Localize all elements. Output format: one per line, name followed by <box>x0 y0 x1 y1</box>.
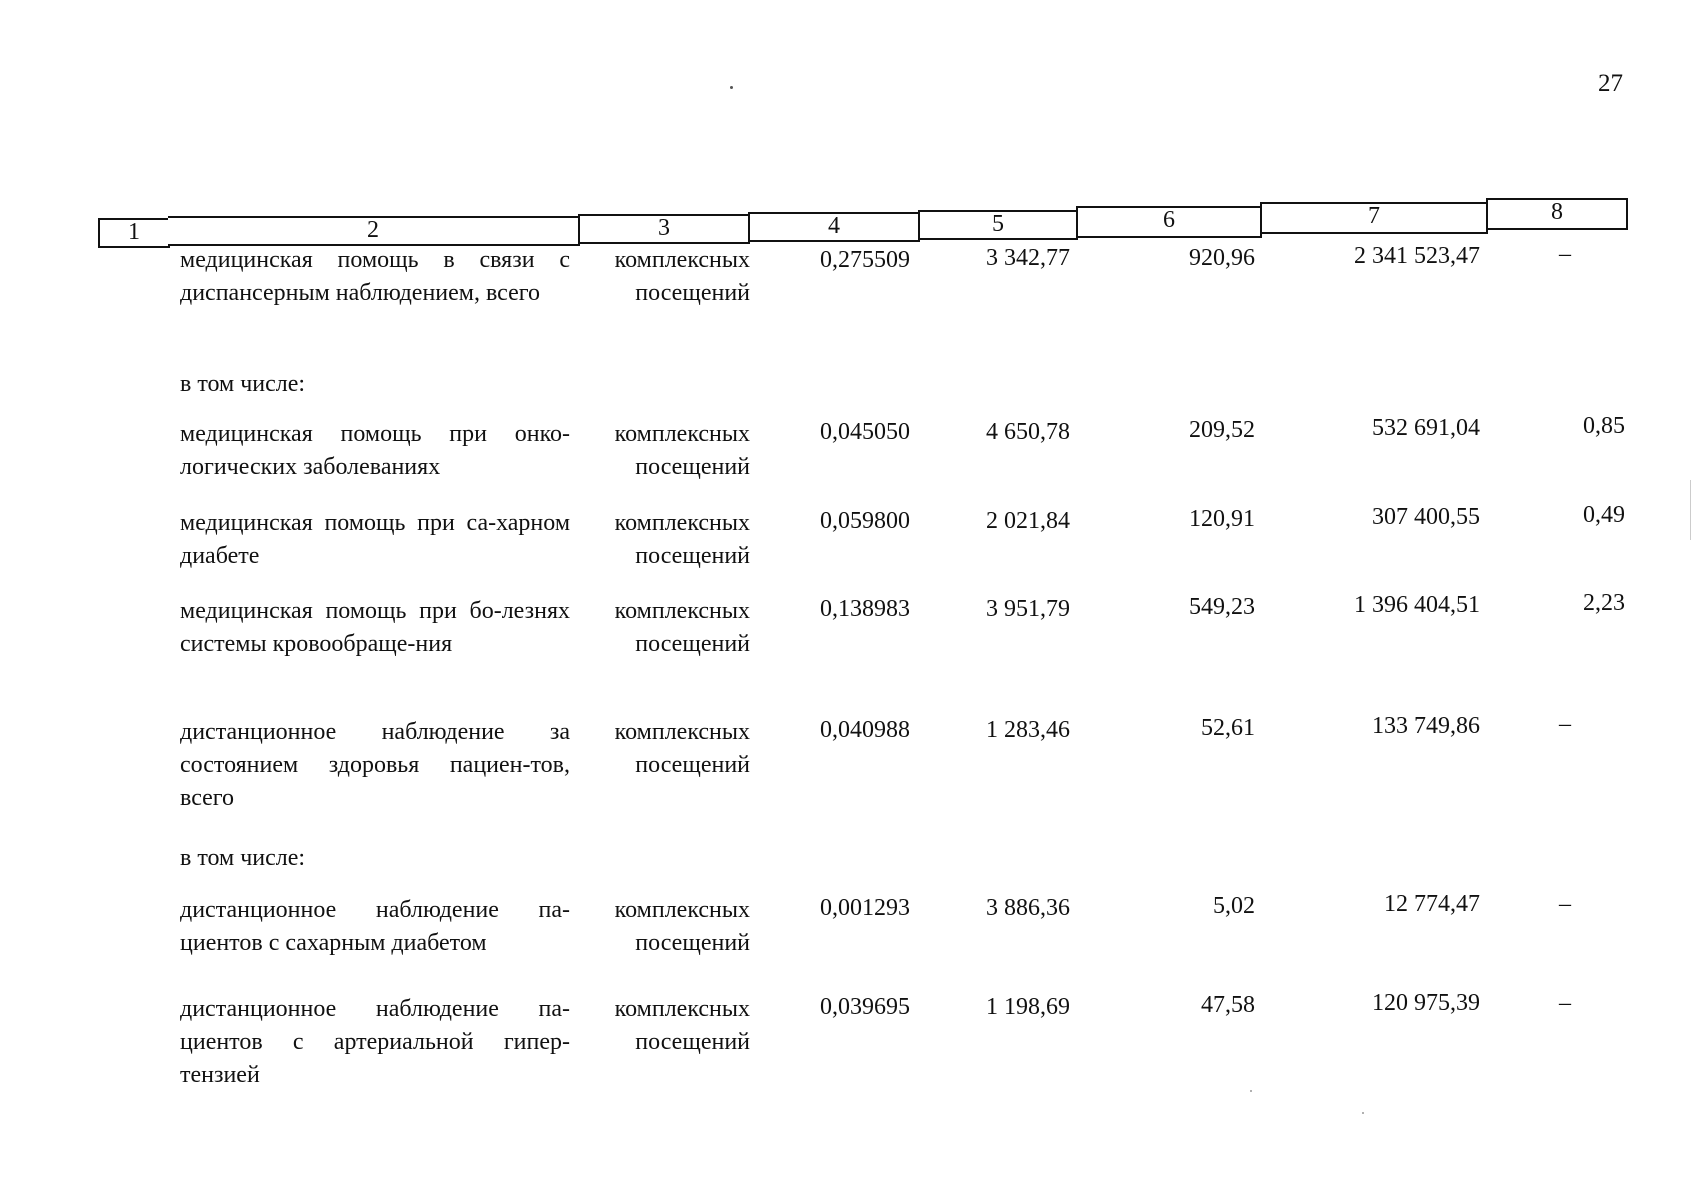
page-number: 27 <box>1598 70 1623 97</box>
cell-col6: 47,58 <box>1201 992 1255 1018</box>
subheader-2: в том числе: <box>180 845 306 871</box>
unit-line-1: комплексных <box>614 996 750 1022</box>
unit-line-2: посещений <box>635 280 750 306</box>
cell-col5: 1 198,69 <box>986 994 1070 1020</box>
row-unit <box>580 418 750 484</box>
cell-col4: 0,275509 <box>820 247 910 273</box>
scan-speck <box>730 86 733 89</box>
header-cell-7: 7 <box>1260 202 1488 234</box>
cell-col5: 3 342,77 <box>986 245 1070 271</box>
scan-speck <box>1362 1112 1364 1114</box>
row-name: медицинская помощь в связи с диспансерным наблюдением, всего <box>180 247 570 306</box>
header-cell-5: 5 <box>918 210 1078 240</box>
cell-col7: 12 774,47 <box>1384 891 1480 917</box>
cell-col7: 1 396 404,51 <box>1354 592 1480 618</box>
cell-col8: 0,49 <box>1583 502 1625 528</box>
cell-col5: 3 886,36 <box>986 895 1070 921</box>
unit-line-2: посещений <box>635 543 750 569</box>
cell-col4: 0,040988 <box>820 717 910 743</box>
cell-col5: 3 951,79 <box>986 596 1070 622</box>
cell-col7: 307 400,55 <box>1372 504 1480 530</box>
row-unit <box>580 894 750 960</box>
unit-line-2: посещений <box>635 631 750 657</box>
row-unit <box>580 244 750 310</box>
cell-col6: 5,02 <box>1213 893 1255 919</box>
unit-line-1: комплексных <box>614 598 750 624</box>
unit-line-1: комплексных <box>614 421 750 447</box>
cell-col8: – <box>1559 241 1571 267</box>
cell-col6: 120,91 <box>1189 506 1255 532</box>
cell-col6: 549,23 <box>1189 594 1255 620</box>
cell-col4: 0,001293 <box>820 895 910 921</box>
row-unit <box>580 716 750 782</box>
cell-col5: 1 283,46 <box>986 717 1070 743</box>
cell-col7: 532 691,04 <box>1372 415 1480 441</box>
header-cell-3: 3 <box>578 214 750 244</box>
cell-col4: 0,045050 <box>820 419 910 445</box>
cell-col6: 52,61 <box>1201 715 1255 741</box>
unit-line-2: посещений <box>635 752 750 778</box>
row-name: медицинская помощь при бо-лезнях системы кровообраще-ния <box>180 598 570 657</box>
cell-col6: 920,96 <box>1189 245 1255 271</box>
row-unit <box>580 993 750 1059</box>
row-unit <box>580 595 750 661</box>
unit-line-2: посещений <box>635 1029 750 1055</box>
header-cell-4: 4 <box>748 212 920 242</box>
cell-col4: 0,059800 <box>820 508 910 534</box>
cell-col8: – <box>1559 990 1571 1016</box>
unit-line-1: комплексных <box>614 510 750 536</box>
header-cell-2: 2 <box>168 216 580 246</box>
cell-col8: 0,85 <box>1583 413 1625 439</box>
cell-col4: 0,039695 <box>820 994 910 1020</box>
cell-col5: 4 650,78 <box>986 419 1070 445</box>
cell-col5: 2 021,84 <box>986 508 1070 534</box>
row-name: медицинская помощь при онко-логических заболеваниях <box>180 421 570 480</box>
scan-speck <box>1250 1090 1252 1092</box>
cell-col7: 2 341 523,47 <box>1354 243 1480 269</box>
scan-edge-mark <box>1690 480 1691 540</box>
unit-line-2: посещений <box>635 454 750 480</box>
row-name: дистанционное наблюдение па-циентов с сахарным диабетом <box>180 897 570 956</box>
unit-line-2: посещений <box>635 930 750 956</box>
cell-col7: 120 975,39 <box>1372 990 1480 1016</box>
cell-col6: 209,52 <box>1189 417 1255 443</box>
cell-col8: – <box>1559 711 1571 737</box>
header-cell-1: 1 <box>98 218 170 248</box>
unit-line-1: комплексных <box>614 719 750 745</box>
row-name: медицинская помощь при са-харном диабете <box>180 510 570 569</box>
cell-col4: 0,138983 <box>820 596 910 622</box>
cell-col7: 133 749,86 <box>1372 713 1480 739</box>
row-name: дистанционное наблюдение за состоянием здоровья пациен-тов, всего <box>180 719 570 811</box>
row-name: дистанционное наблюдение па-циентов с артериальной гипер-тензией <box>180 996 570 1088</box>
cell-col8: – <box>1559 891 1571 917</box>
unit-line-1: комплексных <box>614 247 750 273</box>
header-cell-8: 8 <box>1486 198 1628 230</box>
header-cell-6: 6 <box>1076 206 1262 238</box>
subheader-1: в том числе: <box>180 371 306 397</box>
unit-line-1: комплексных <box>614 897 750 923</box>
row-unit <box>580 507 750 573</box>
cell-col8: 2,23 <box>1583 590 1625 616</box>
